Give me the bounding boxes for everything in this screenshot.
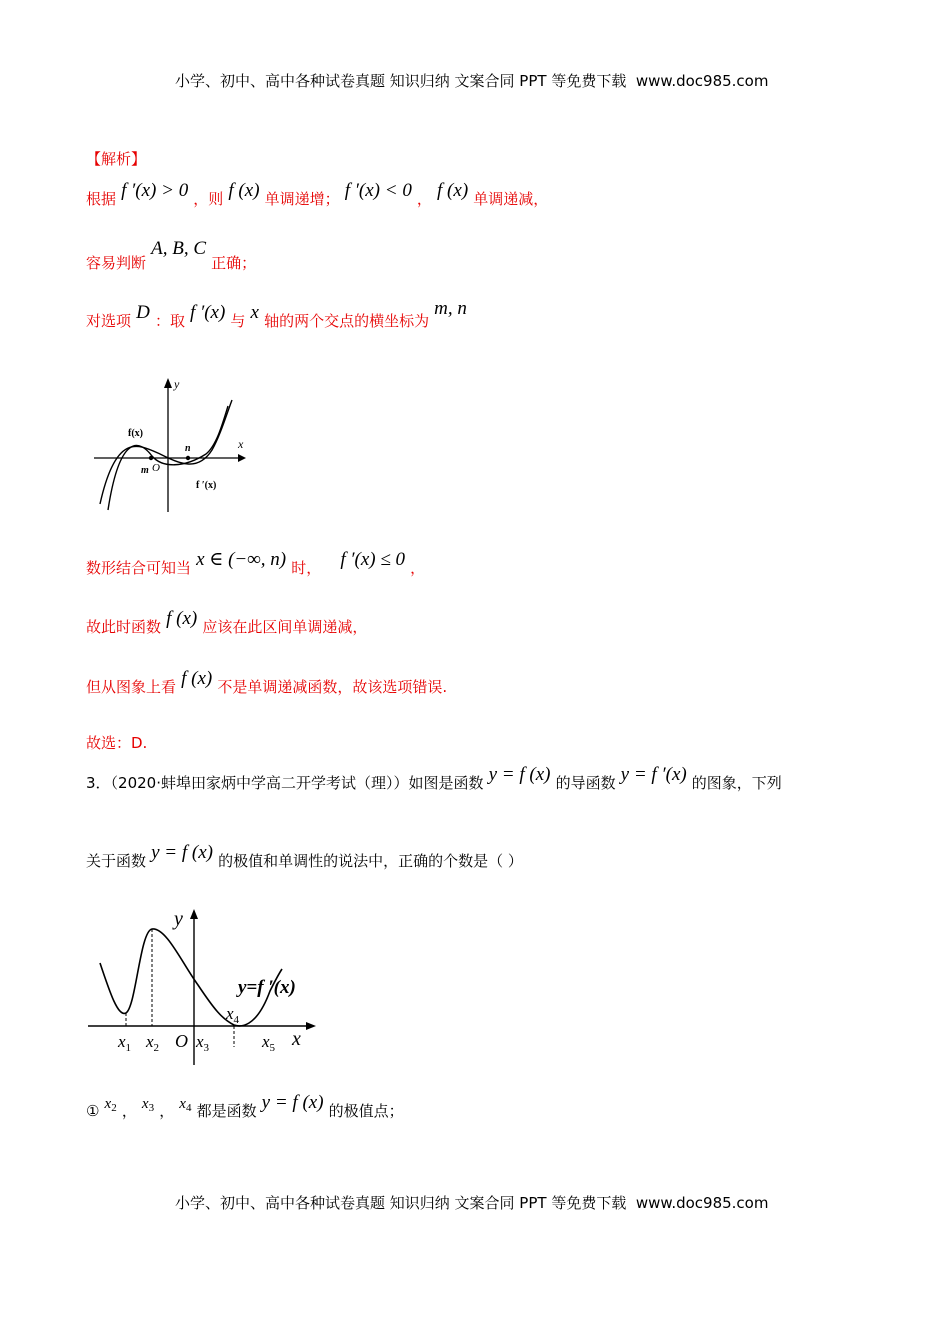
tick-x4: $x_4$ (226, 1004, 240, 1026)
curve-label: y=f ′(x) (238, 977, 296, 998)
question-line-2 (86, 842, 523, 870)
x-axis-label: x (292, 1028, 301, 1050)
x-axis-label: x (238, 437, 244, 451)
tick-x2: $x_2$ (146, 1032, 160, 1054)
math-expr: f ′(x) < 0 (344, 180, 412, 201)
math-expr: y = f (x) (151, 842, 213, 863)
header-text: 小学、初中、高中各种试卷真题 知识归纳 文案合同 PPT 等免费下载 (175, 72, 627, 90)
math-expr: x ∈ (−∞, n) (196, 549, 287, 570)
text: 正确； (211, 254, 257, 272)
text: 应该在此区间单调递减， (202, 618, 368, 636)
x-axis-arrow (306, 1022, 316, 1030)
text: 关于函数 (86, 852, 147, 870)
label-fx: f(x) (128, 428, 143, 439)
math-x3: $x_3$ (141, 1096, 155, 1114)
y-axis-label: y (174, 377, 180, 391)
text: 单调递减， (473, 190, 549, 208)
text: 单调递增； (264, 190, 340, 208)
footer-url: www.doc985.com (635, 1194, 769, 1212)
label-n: n (185, 443, 191, 454)
statement-1 (86, 1092, 404, 1120)
text: ， (410, 559, 426, 577)
text: 与 (230, 312, 246, 330)
graph-f-and-fprime (88, 372, 258, 522)
text: 的导函数 (555, 774, 616, 792)
y-axis-arrow (164, 378, 172, 388)
math-expr: D (136, 302, 150, 323)
math-expr: f (x) (166, 608, 198, 629)
text: 时， (291, 559, 322, 577)
header-url: www.doc985.com (635, 72, 769, 90)
math-expr: y = f ′(x) (620, 764, 687, 785)
text: 的极值和单调性的说法中，正确的个数是（ ） (218, 852, 523, 870)
separator: ， (159, 1102, 175, 1120)
math-expr: y = f (x) (488, 764, 551, 785)
math-expr: A, B, C (151, 238, 206, 259)
question-line-1 (86, 764, 782, 792)
text: 数形结合可知当 (86, 559, 192, 577)
math-expr: f (x) (228, 180, 260, 201)
analysis-answer: 故选：D. (86, 734, 148, 752)
text: 对选项 (86, 312, 132, 330)
graph-fprime-question (86, 905, 326, 1065)
text: 3．（2020·蚌埠田家炳中学高二开学考试（理））如图是函数 (86, 774, 484, 792)
point-n (186, 456, 190, 460)
text: 容易判断 (86, 254, 147, 272)
tick-x3: $x_3$ (196, 1032, 210, 1054)
analysis-line-5 (86, 608, 368, 636)
text: 但从图象上看 (86, 678, 177, 696)
math-expr: f ′(x) (190, 302, 226, 323)
analysis-line-6 (86, 668, 448, 696)
analysis-line-4 (86, 548, 426, 577)
analysis-title: 【解析】 (86, 150, 147, 168)
page-footer (175, 1192, 768, 1213)
text: 轴的两个交点的横坐标为 (264, 312, 430, 330)
label-m: m (141, 465, 149, 476)
x-axis-arrow (238, 454, 246, 462)
separator: ， (121, 1102, 137, 1120)
y-axis-arrow (190, 909, 198, 919)
math-expr: f (x) (181, 668, 213, 689)
text: ：取 (154, 312, 185, 330)
math-x4: $x_4$ (179, 1096, 192, 1114)
tick-x5: $x_5$ (262, 1032, 276, 1054)
text: 故此时函数 (86, 618, 162, 636)
math-expr: f ′(x) > 0 (121, 180, 189, 201)
math-expr: x (250, 302, 259, 323)
math-expr: f ′(x) ≤ 0 (340, 549, 406, 570)
label-fprime: f ′(x) (196, 480, 217, 491)
statement-number: ① (86, 1102, 100, 1120)
tick-x1: $x_1$ (118, 1032, 132, 1054)
footer-text: 小学、初中、高中各种试卷真题 知识归纳 文案合同 PPT 等免费下载 (175, 1194, 627, 1212)
text: 的极值点； (328, 1102, 404, 1120)
text: 的图象，下列 (691, 774, 782, 792)
text: ， (416, 190, 432, 208)
text: 不是单调递减函数，故该选项错误. (217, 678, 448, 696)
analysis-line-3 (86, 298, 467, 330)
y-axis-label: y (174, 908, 183, 930)
text: ，则 (193, 190, 224, 208)
label-origin: O (152, 462, 160, 474)
math-expr: y = f (x) (261, 1092, 324, 1113)
analysis-line-2 (86, 238, 257, 272)
page-header (175, 70, 768, 91)
math-x2: $x_2$ (104, 1096, 117, 1114)
point-m (149, 456, 153, 460)
text: 根据 (86, 190, 117, 208)
origin-label: O (175, 1031, 188, 1051)
analysis-line-1 (86, 180, 548, 216)
math-expr: f (x) (437, 180, 469, 201)
text: 都是函数 (196, 1102, 257, 1120)
math-expr: m, n (434, 298, 467, 319)
